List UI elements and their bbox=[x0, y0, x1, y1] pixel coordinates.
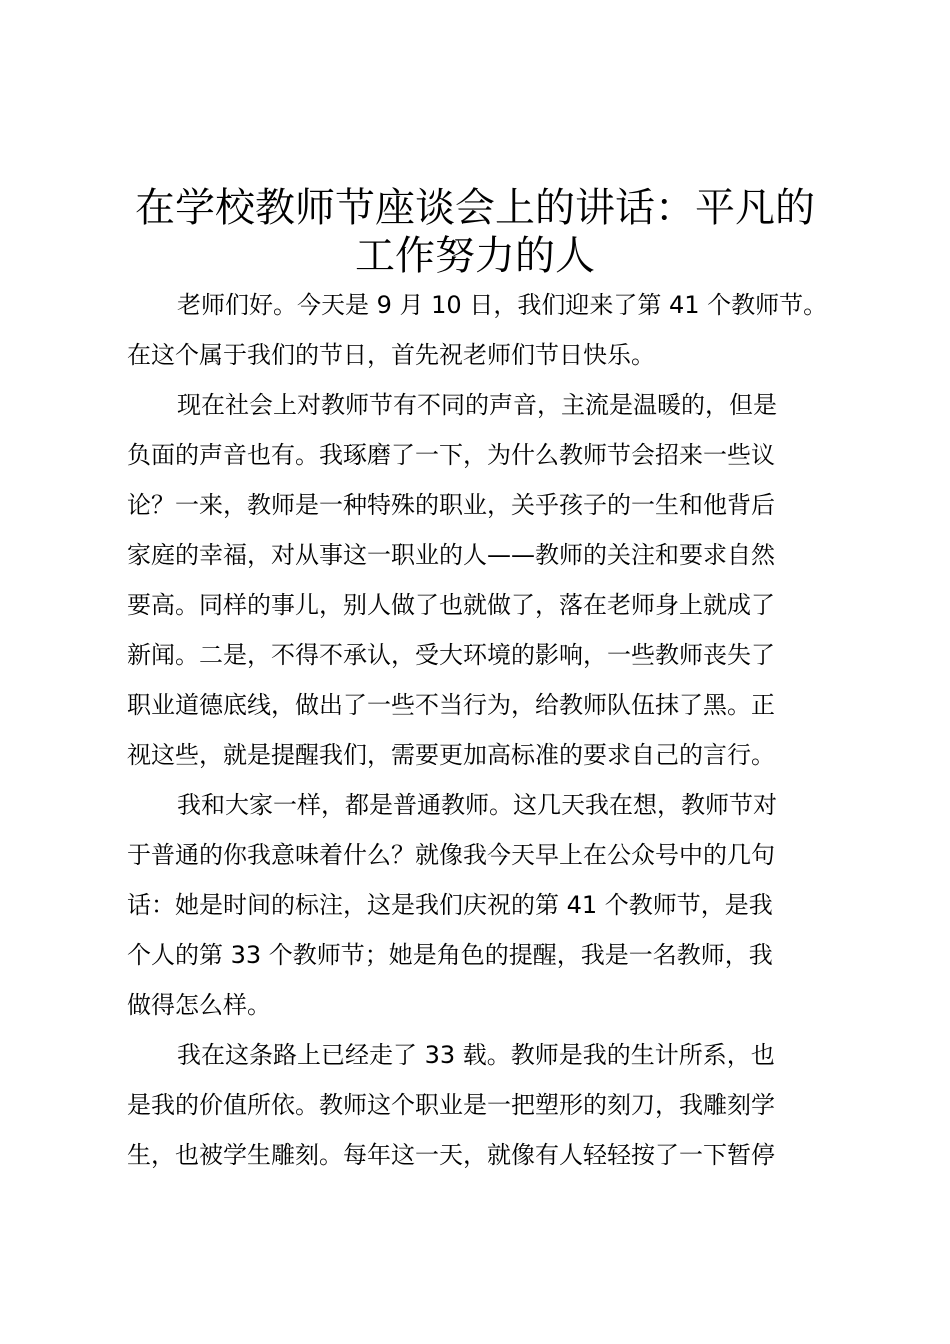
document-body bbox=[127, 280, 837, 1180]
paragraph bbox=[127, 280, 837, 380]
paragraph-line: 负面的声音也有。我琢磨了一下，为什么教师节会招来一些议 bbox=[127, 441, 775, 469]
paragraph-line: 于普通的你我意味着什么？就像我今天早上在公众号中的几句 bbox=[127, 841, 775, 869]
paragraph bbox=[127, 380, 837, 780]
title-line-1: 在学校教师节座谈会上的讲话：平凡的 bbox=[135, 185, 815, 231]
paragraph-line: 我和大家一样，都是普通教师。这几天我在想，教师节对 bbox=[177, 791, 777, 819]
title-line-2: 工作努力的人 bbox=[355, 233, 595, 279]
paragraph-line: 在这个属于我们的节日，首先祝老师们节日快乐。 bbox=[127, 341, 655, 369]
paragraph-line: 职业道德底线，做出了一些不当行为，给教师队伍抹了黑。正 bbox=[127, 691, 775, 719]
paragraph-line: 个人的第 33 个教师节；她是角色的提醒，我是一名教师，我 bbox=[127, 941, 773, 969]
paragraph-line: 话：她是时间的标注，这是我们庆祝的第 41 个教师节，是我 bbox=[127, 891, 773, 919]
paragraph-line: 要高。同样的事儿，别人做了也就做了，落在老师身上就成了 bbox=[127, 591, 775, 619]
paragraph-line: 视这些，就是提醒我们，需要更加高标准的要求自己的言行。 bbox=[127, 741, 775, 769]
paragraph-line: 现在社会上对教师节有不同的声音，主流是温暖的，但是 bbox=[177, 391, 777, 419]
paragraph-line: 我在这条路上已经走了 33 载。教师是我的生计所系，也 bbox=[177, 1041, 775, 1069]
paragraph-line: 做得怎么样。 bbox=[127, 991, 271, 1019]
paragraph-line: 是我的价值所依。教师这个职业是一把塑形的刻刀，我雕刻学 bbox=[127, 1091, 775, 1119]
paragraph bbox=[127, 780, 837, 1030]
paragraph-line: 新闻。二是，不得不承认，受大环境的影响，一些教师丧失了 bbox=[127, 641, 775, 669]
paragraph-line: 老师们好。今天是 9 月 10 日，我们迎来了第 41 个教师节。 bbox=[177, 291, 828, 319]
paragraph-line: 生，也被学生雕刻。每年这一天，就像有人轻轻按了一下暂停 bbox=[127, 1141, 775, 1169]
paragraph-line: 论？一来，教师是一种特殊的职业，关乎孩子的一生和他背后 bbox=[127, 491, 775, 519]
paragraph bbox=[127, 1030, 837, 1180]
paragraph-line: 家庭的幸福，对从事这一职业的人——教师的关注和要求自然 bbox=[127, 541, 775, 569]
